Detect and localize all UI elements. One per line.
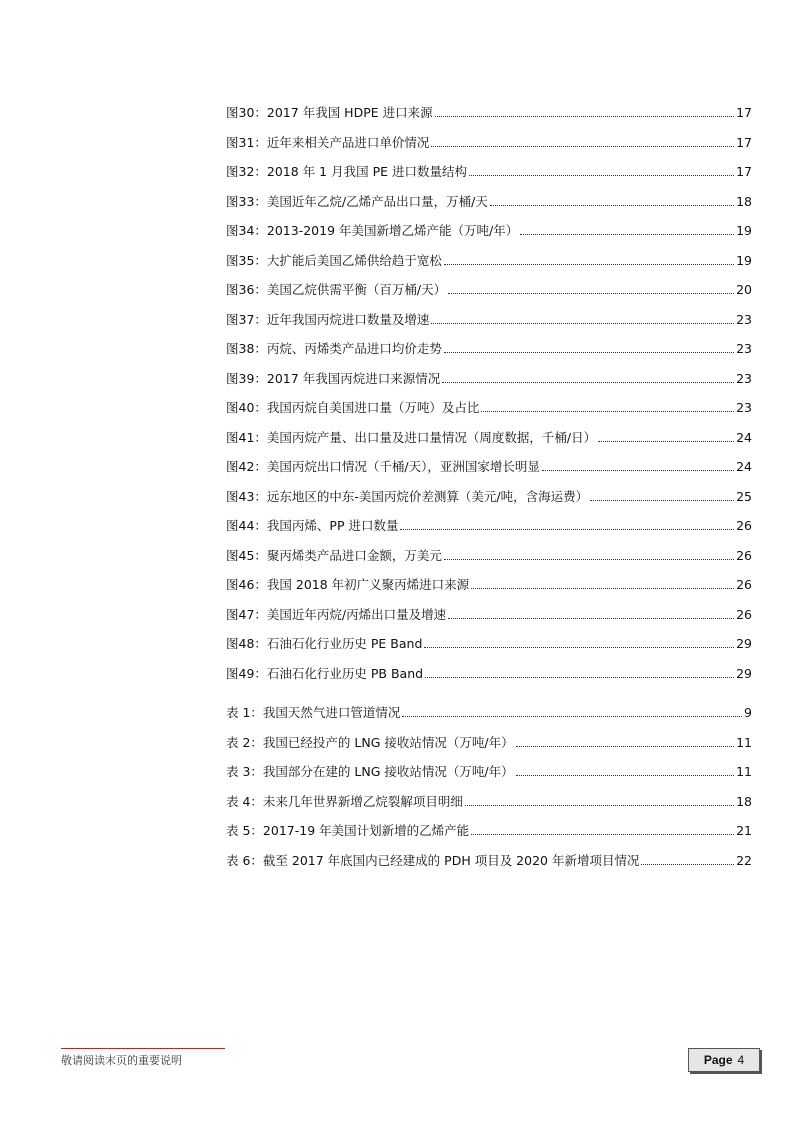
toc-entry[interactable] (226, 576, 752, 606)
toc-entry-page: 18 (736, 193, 752, 209)
toc-entry[interactable] (226, 763, 752, 793)
toc-entry-label: 图35：大扩能后美国乙烯供给趋于宽松 (226, 252, 442, 268)
toc-entry[interactable] (226, 517, 752, 547)
toc-entry-page: 29 (736, 665, 752, 681)
leader-dots (431, 134, 734, 147)
leader-dots (598, 429, 734, 442)
toc-entry[interactable] (226, 311, 752, 341)
toc-entry-page: 23 (736, 341, 752, 356)
leader-dots (465, 793, 734, 806)
leader-dots (516, 734, 735, 747)
page-label: Page (703, 1053, 733, 1067)
leader-dots (516, 763, 735, 776)
toc-entry-label: 图40：我国丙烷自美国进口量（万吨）及占比 (226, 400, 480, 415)
leader-dots (542, 458, 734, 471)
toc-entry-label: 表 2：我国已经投产的 LNG 接收站情况（万吨/年） (226, 734, 514, 750)
leader-dots (400, 517, 734, 530)
toc-entry[interactable] (226, 704, 752, 734)
toc-entry-label: 表 4：未来几年世界新增乙烷裂解项目明细 (226, 793, 463, 809)
toc-entry-label: 图39：2017 年我国丙烷进口来源情况 (226, 370, 441, 386)
toc-entry-label: 图32：2018 年 1 月我国 PE 进口数量结构 (226, 164, 467, 179)
toc-entry-label: 表 3：我国部分在建的 LNG 接收站情况（万吨/年） (226, 764, 514, 779)
toc-entry-page: 25 (736, 488, 752, 504)
toc-entry-page: 17 (736, 105, 752, 120)
leader-dots (448, 606, 734, 619)
toc-entry-page: 26 (736, 606, 752, 622)
toc-entry-label: 图44：我国丙烯、PP 进口数量 (226, 518, 399, 533)
leader-dots (448, 281, 734, 294)
toc-entry-page: 23 (736, 370, 752, 386)
leader-dots (469, 163, 734, 176)
toc-entry-label: 表 5：2017-19 年美国计划新增的乙烯产能 (226, 823, 470, 838)
toc-entry-label: 图31：近年来相关产品进口单价情况 (226, 134, 430, 150)
leader-dots (424, 635, 734, 648)
figure-list (226, 104, 752, 694)
leader-dots (471, 822, 734, 835)
toc-entry-label: 图47：美国近年丙烷/丙烯出口量及增速 (226, 606, 447, 622)
toc-entry-label: 图38：丙烷、丙烯类产品进口均价走势 (226, 341, 442, 356)
toc-entry-label: 表 6：截至 2017 年底国内已经建成的 PDH 项目及 2020 年新增项目情况 (226, 852, 640, 868)
toc-entry[interactable] (226, 222, 752, 252)
toc-entry-label: 图36：美国乙烷供需平衡（百万桶/天） (226, 282, 447, 297)
leader-dots (435, 104, 734, 117)
page-number: 4 (737, 1053, 745, 1067)
leader-dots (520, 222, 734, 235)
leader-dots (425, 665, 734, 678)
footer-disclaimer: 敬请阅读末页的重要说明 (61, 1054, 182, 1067)
leader-dots (444, 252, 734, 265)
toc-entry[interactable] (226, 488, 752, 518)
toc-entry[interactable] (226, 547, 752, 577)
leader-dots (444, 547, 734, 560)
toc-entry-page: 9 (744, 705, 752, 720)
toc-entry[interactable] (226, 458, 752, 488)
leader-dots (442, 370, 734, 383)
toc-entry-page: 19 (736, 223, 752, 238)
toc-entry[interactable] (226, 606, 752, 636)
page-number-badge (688, 1048, 760, 1072)
toc-entry-label: 图48：石油石化行业历史 PE Band (226, 636, 423, 651)
toc-entry[interactable] (226, 734, 752, 764)
toc-entry-label: 图37：近年我国丙烷进口数量及增速 (226, 311, 430, 327)
toc-entry-page: 24 (736, 459, 752, 474)
toc-entry-label: 图34：2013-2019 年美国新增乙烯产能（万吨/年） (226, 223, 519, 238)
toc-entry[interactable] (226, 665, 752, 695)
toc-entry-page: 24 (736, 429, 752, 445)
toc-entry-page: 18 (736, 793, 752, 809)
toc-entry-label: 图43：远东地区的中东-美国丙烷价差测算（美元/吨，含海运费） (226, 488, 589, 504)
toc-entry-label: 图45：聚丙烯类产品进口金额，万美元 (226, 547, 442, 563)
toc-entry[interactable] (226, 429, 752, 459)
toc-entry[interactable] (226, 252, 752, 282)
toc-entry-label: 图42：美国丙烷出口情况（千桶/天），亚洲国家增长明显 (226, 459, 540, 474)
table-list (226, 704, 752, 881)
toc-entry-label: 图41：美国丙烷产量、出口量及进口量情况（周度数据，千桶/日） (226, 429, 597, 445)
toc-entry-label: 图49：石油石化行业历史 PB Band (226, 665, 424, 681)
toc-entry-label: 图33：美国近年乙烷/乙烯产品出口量，万桶/天 (226, 193, 488, 209)
footer-rule (61, 1048, 225, 1049)
toc-entry[interactable] (226, 193, 752, 223)
toc-entry-page: 17 (736, 164, 752, 179)
toc-entry-page: 29 (736, 636, 752, 651)
toc-entry-page: 26 (736, 518, 752, 533)
toc-entry[interactable] (226, 793, 752, 823)
toc-entry[interactable] (226, 134, 752, 164)
toc-entry[interactable] (226, 822, 752, 852)
toc-entry[interactable] (226, 370, 752, 400)
toc-entry-page: 20 (736, 282, 752, 297)
toc-entry[interactable] (226, 104, 752, 134)
section-gap (226, 694, 752, 704)
toc-entry-label: 表 1：我国天然气进口管道情况 (226, 705, 401, 720)
toc-entry-label: 图30：2017 年我国 HDPE 进口来源 (226, 105, 433, 120)
toc-entry-page: 19 (736, 252, 752, 268)
table-of-contents (226, 104, 752, 881)
leader-dots (490, 193, 734, 206)
toc-entry-page: 21 (736, 823, 752, 838)
toc-entry-page: 11 (736, 734, 752, 750)
toc-entry-page: 11 (736, 764, 752, 779)
leader-dots (444, 340, 734, 353)
leader-dots (590, 488, 734, 501)
toc-entry-label: 图46：我国 2018 年初广义聚丙烯进口来源 (226, 577, 470, 592)
leader-dots (471, 576, 734, 589)
toc-entry-page: 23 (736, 400, 752, 415)
toc-entry[interactable] (226, 281, 752, 311)
toc-entry[interactable] (226, 852, 752, 882)
toc-entry[interactable] (226, 163, 752, 193)
toc-entry-page: 26 (736, 577, 752, 592)
toc-entry-page: 26 (736, 547, 752, 563)
toc-entry[interactable] (226, 635, 752, 665)
toc-entry-page: 17 (736, 134, 752, 150)
leader-dots (481, 399, 734, 412)
leader-dots (641, 852, 734, 865)
leader-dots (431, 311, 734, 324)
toc-entry-page: 23 (736, 311, 752, 327)
toc-entry[interactable] (226, 399, 752, 429)
toc-entry-page: 22 (736, 852, 752, 868)
toc-entry[interactable] (226, 340, 752, 370)
leader-dots (402, 704, 742, 717)
